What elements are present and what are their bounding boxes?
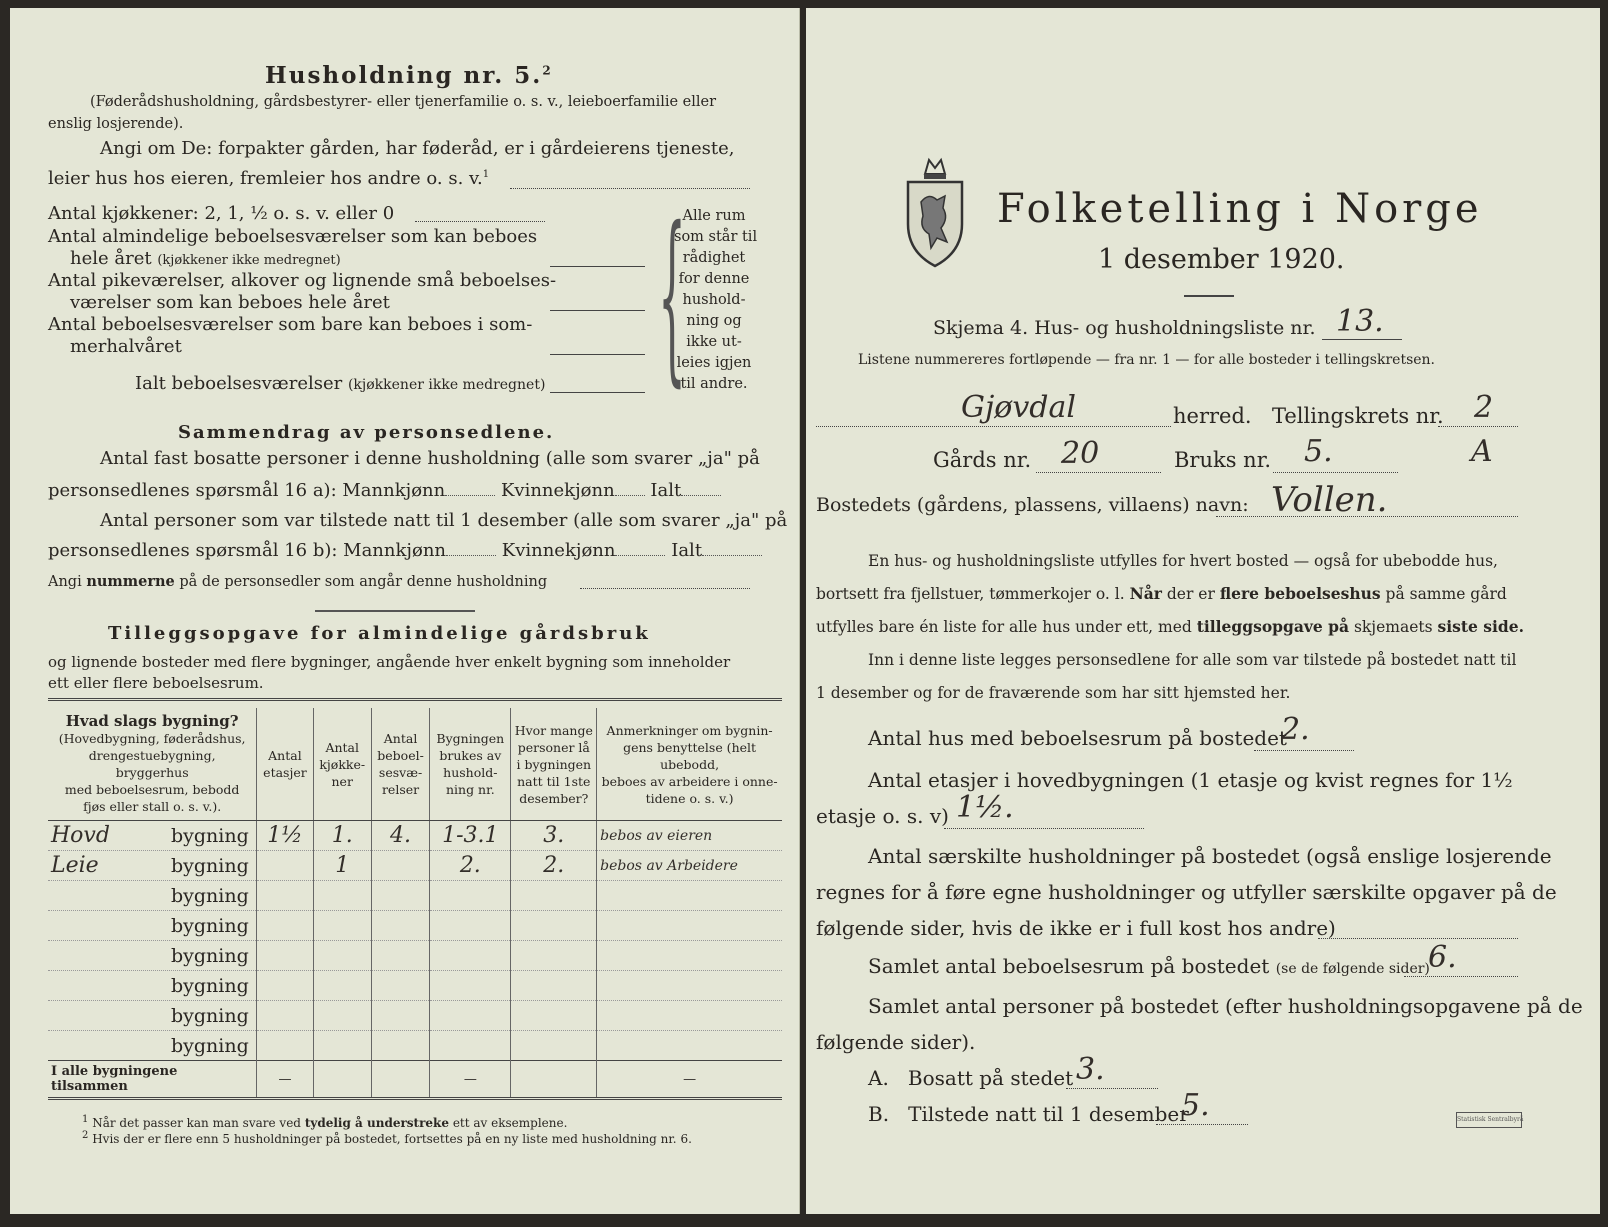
column-header-line: etasjer	[263, 765, 307, 780]
kitchens-line: Antal kjøkkener: 2, 1, ½ o. s. v. eller 0	[48, 203, 395, 224]
cell-anm	[597, 1031, 782, 1061]
brace-note	[674, 206, 758, 395]
bosatt-label: A. Bosatt på stedet	[868, 1066, 1074, 1090]
household-subtitle-2: enslig losjerende).	[48, 116, 184, 132]
angi-line-2: leier hus hos eieren, fremleier hos andre o. s. v.$^1$	[48, 168, 490, 189]
cell-etasjer	[257, 941, 313, 971]
cell-vaerelser	[371, 1001, 429, 1031]
cell-personer	[511, 911, 597, 941]
column-header-line: Antal	[383, 731, 418, 746]
brace-note-line: hushold-	[682, 292, 746, 308]
column-header-line: kjøkke-	[319, 756, 366, 772]
cell-kjokkener	[313, 1031, 371, 1061]
cell-kjokkener	[313, 881, 371, 911]
building-label: bygning	[171, 974, 249, 997]
column-header-line: Hvor mange	[514, 722, 593, 738]
small-rooms-fill	[550, 310, 645, 311]
cell-personer	[511, 1031, 597, 1061]
cell-anm: bebos av Arbeidere	[597, 851, 782, 881]
building-type-cell	[48, 1001, 257, 1031]
column-header-line: Bygningen	[436, 731, 505, 746]
cell-etasjer: 1½	[257, 821, 313, 851]
summer-rooms-fill	[550, 354, 645, 355]
brace-note-line: ikke ut-	[686, 334, 742, 350]
cell-anm: bebos av eieren	[597, 821, 782, 851]
brace-note-line: ning og	[686, 313, 742, 329]
column-header-line: desember?	[519, 790, 589, 806]
supplement-line-2: ett eller flere beboelsesrum.	[48, 674, 264, 692]
building-table-header	[48, 708, 782, 821]
bruks-label: Bruks nr.	[1174, 448, 1272, 472]
instr-line-2: bortsett fra fjellstuer, tømmerkojer o. l. Når der er flere beboelseshus på samme gård	[816, 584, 1507, 603]
cell-kjokkener: 1	[313, 851, 371, 881]
bostedet-name: Vollen.	[1271, 480, 1388, 520]
etasjer-line-2: etasje o. s. v)	[816, 804, 949, 828]
cell-kjokkener	[313, 971, 371, 1001]
cell-hush	[430, 941, 511, 971]
column-header-line: med beboelsesrum, bebodd	[64, 782, 240, 797]
building-type-cell	[48, 971, 257, 1001]
column-header-line: Anmerkninger om bygnin-	[606, 722, 773, 738]
saer-line-1: Antal særskilte husholdninger på bostedet (også enslige losjerende	[868, 844, 1552, 868]
summary-title: Sammendrag av personsedlene.	[178, 422, 555, 443]
etasjer-value: 1½.	[956, 790, 1014, 825]
skjema-fill	[1322, 339, 1402, 340]
bosatt-fill	[1066, 1088, 1158, 1089]
table-row	[48, 1031, 782, 1061]
column-header-line: fjøs eller stall o. s. v.).	[83, 799, 222, 814]
archive-stamp: Statistisk Sentralbyrå	[1456, 1112, 1522, 1128]
cell-anm	[597, 911, 782, 941]
saer-fill	[1318, 938, 1518, 939]
samlet-rum-label: Samlet antal beboelsesrum på bostedet (se de følgende sider)	[868, 954, 1430, 978]
cell-hush	[430, 971, 511, 1001]
herred-fill	[816, 426, 1171, 427]
cell-personer	[511, 971, 597, 1001]
bosatt-value: 3.	[1076, 1052, 1105, 1087]
table-row	[48, 1001, 782, 1031]
summer-rooms-line-2: merhalvåret	[70, 336, 182, 357]
summary-line-4: personsedlenes spørsmål 16 b): Mannkjønn Kvinnekjønn Ialt	[48, 540, 762, 561]
cell-etasjer	[257, 1001, 313, 1031]
building-type-handwritten: Leie	[51, 853, 99, 878]
instr-line-5: 1 desember og for de fraværende som har sitt hjemsted her.	[816, 684, 1291, 702]
cell-hush	[430, 1031, 511, 1061]
margin-mark: A	[1471, 434, 1493, 469]
cell-kjokkener	[313, 941, 371, 971]
cell-etasjer	[257, 881, 313, 911]
column-header-line: sesvæ-	[378, 765, 423, 780]
gards-number: 20	[1061, 436, 1100, 471]
right-page	[806, 8, 1600, 1214]
saer-line-2: regnes for å føre egne husholdninger og utfyller særskilte opgaver på de	[816, 880, 1557, 904]
summary-line-3: Antal personer som var tilstede natt til 1 desember (alle som svarer „ja" på	[100, 510, 788, 531]
building-label: bygning	[171, 1034, 249, 1057]
cell-etasjer	[257, 1031, 313, 1061]
instr-line-1: En hus- og husholdningsliste utfylles for hvert bosted — også for ubebodde hus,	[868, 552, 1498, 570]
column-header	[430, 708, 511, 821]
tellingskrets-fill	[1438, 426, 1518, 427]
building-label: bygning	[171, 884, 249, 907]
building-label: bygning	[171, 944, 249, 967]
building-type-handwritten: Hovd	[51, 823, 110, 848]
etasjer-fill	[944, 828, 1144, 829]
cell-etasjer	[257, 911, 313, 941]
instr-line-4: Inn i denne liste legges personsedlene for alle som var tilstede på bostedet natt til	[868, 651, 1517, 669]
tellingskrets-number: 2	[1474, 390, 1494, 425]
table-row	[48, 971, 782, 1001]
cell-etasjer	[257, 971, 313, 1001]
small-rooms-line-2: værelser som kan beboes hele året	[70, 292, 390, 313]
building-type-cell	[48, 821, 257, 851]
rooms-line-1: Antal almindelige beboelsesværelser som kan beboes	[48, 226, 538, 247]
cell-vaerelser	[371, 1031, 429, 1061]
column-header	[48, 708, 257, 821]
listene-note: Listene nummereres fortløpende — fra nr. 1 — for alle bosteder i tellingskretsen.	[858, 352, 1436, 368]
total-cell	[313, 1061, 371, 1099]
table-row	[48, 881, 782, 911]
supplement-title: Tilleggsopgave for almindelige gårdsbruk	[108, 623, 651, 644]
bostedet-label: Bostedets (gårdens, plassens, villaens) navn:	[816, 494, 1249, 516]
herred-label: herred.	[1173, 404, 1252, 428]
cell-anm	[597, 1001, 782, 1031]
coat-of-arms-icon	[903, 152, 967, 270]
table-row	[48, 911, 782, 941]
column-header-line: Antal	[325, 739, 359, 755]
samlet-rum-fill	[1404, 976, 1518, 977]
cell-anm	[597, 881, 782, 911]
skjema-line: Skjema 4. Hus- og husholdningsliste nr.	[933, 317, 1316, 339]
building-label: bygning	[171, 1004, 249, 1027]
footnote-2: $^2$ Hvis der er flere enn 5 husholdninger på bostedet, fortsettes på en ny liste med husholdning nr. 6.	[82, 1130, 692, 1146]
samlet-pers-line-1: Samlet antal personer på bostedet (efter husholdningsopgavene på de	[868, 994, 1583, 1018]
tilstede-value: 5.	[1181, 1088, 1210, 1123]
summer-rooms-line-1: Antal beboelsesværelser som bare kan beboes i som-	[48, 314, 533, 335]
small-rooms-line-1: Antal pikeværelser, alkover og lignende små beboelses-	[48, 270, 557, 291]
building-type-cell	[48, 941, 257, 971]
column-header-line: Antal	[268, 748, 302, 763]
left-page	[10, 8, 800, 1214]
total-label: I alle bygningene tilsammen	[48, 1061, 257, 1099]
column-header-line: beboes av arbeidere i onne-	[601, 773, 778, 789]
brace: {	[658, 191, 686, 406]
cell-personer: 2.	[511, 851, 597, 881]
total-cell: —	[257, 1061, 313, 1099]
brace-note-line: til andre.	[680, 376, 748, 392]
table-row	[48, 821, 782, 851]
column-header-line: hushold-	[443, 765, 498, 780]
table-top-rule	[48, 698, 782, 701]
column-header	[511, 708, 597, 821]
column-header-line: i bygningen	[516, 756, 592, 772]
summary-line-1: Antal fast bosatte personer i denne husholdning (alle som svarer „ja" på	[100, 448, 760, 469]
column-header-line: brukes av	[439, 748, 502, 763]
building-label: bygning	[171, 825, 249, 847]
divider	[315, 610, 475, 612]
gards-label: Gårds nr.	[933, 448, 1032, 472]
column-header-line: tidene o. s. v.)	[645, 790, 734, 806]
building-label: bygning	[171, 914, 249, 937]
cell-anm	[597, 971, 782, 1001]
etasjer-line-1: Antal etasjer i hovedbygningen (1 etasje og kvist regnes for 1½	[868, 768, 1513, 792]
cell-personer: 3.	[511, 821, 597, 851]
hus-label: Antal hus med beboelsesrum på bostedet	[868, 726, 1287, 750]
angi-numbers: Angi nummerne på de personsedler som angår denne husholdning	[48, 573, 548, 590]
census-title: Folketelling i Norge	[997, 186, 1483, 232]
cell-hush: 2.	[430, 851, 511, 881]
cell-anm	[597, 941, 782, 971]
table-row	[48, 851, 782, 881]
bruks-number: 5.	[1304, 434, 1333, 469]
brace-note-line: leies igjen	[676, 355, 752, 371]
angi-line-1: Angi om De: forpakter gården, har føderåd, er i gårdeierens tjeneste,	[100, 138, 735, 159]
building-type-cell	[48, 851, 257, 881]
total-cell: —	[430, 1061, 511, 1099]
cell-vaerelser	[371, 941, 429, 971]
saer-line-3: følgende sider, hvis de ikke er i full kost hos andre)	[816, 916, 1336, 940]
footnote-1: $^1$ Når det passer kan man svare ved tydelig å understreke ett av eksemplene.	[82, 1114, 568, 1130]
column-header-line: gens benyttelse (helt ubebodd,	[623, 739, 757, 772]
total-cell: —	[597, 1061, 782, 1099]
tilstede-label: B. Tilstede natt til 1 desember	[868, 1102, 1189, 1126]
column-header-line: natt til 1ste	[517, 773, 591, 789]
rooms-line-2: hele året (kjøkkener ikke medregnet)	[70, 248, 341, 269]
angi-fill	[510, 188, 750, 189]
cell-etasjer	[257, 851, 313, 881]
total-cell	[511, 1061, 597, 1099]
total-rooms-line: Ialt beboelsesværelser (kjøkkener ikke medregnet)	[135, 373, 546, 394]
column-header	[257, 708, 313, 821]
cell-personer	[511, 881, 597, 911]
cell-hush	[430, 1001, 511, 1031]
column-header-line: personer lå	[517, 739, 590, 755]
column-header-line: relser	[381, 782, 420, 797]
gards-fill	[1036, 472, 1161, 473]
cell-kjokkener: 1.	[313, 821, 371, 851]
brace-note-line: Alle rum	[682, 208, 746, 224]
hus-fill	[1254, 750, 1354, 751]
column-header	[313, 708, 371, 821]
building-table-body	[48, 821, 782, 1099]
total-row	[48, 1061, 782, 1099]
census-date: 1 desember 1920.	[1098, 244, 1345, 275]
column-header	[597, 708, 782, 821]
summary-line-2: personsedlenes spørsmål 16 a): Mannkjønn Kvinnekjønn Ialt	[48, 480, 721, 501]
angi-numbers-fill	[580, 588, 750, 589]
cell-vaerelser	[371, 851, 429, 881]
supplement-line-1: og lignende bosteder med flere bygninger, angående hver enkelt bygning som inneholder	[48, 653, 731, 671]
building-type-cell	[48, 1031, 257, 1061]
total-cell	[371, 1061, 429, 1099]
cell-vaerelser	[371, 971, 429, 1001]
household-subtitle-1: (Føderådshusholdning, gårdsbestyrer- eller tjenerfamilie o. s. v., leieboerfamilie eller	[90, 94, 717, 110]
list-number: 13.	[1336, 304, 1384, 339]
column-header-line: drengestuebygning, bryggerhus	[88, 748, 216, 780]
cell-personer	[511, 941, 597, 971]
total-rooms-fill	[550, 392, 645, 393]
instr-line-3: utfylles bare én liste for alle hus under ett, med tilleggsopgave på skjemaets siste side.	[816, 617, 1524, 636]
household-title: Husholdning nr. 5.$^2$	[265, 62, 553, 89]
cell-personer	[511, 1001, 597, 1031]
building-label: bygning	[171, 855, 249, 877]
cell-vaerelser: 4.	[371, 821, 429, 851]
brace-note-line: som står til	[674, 229, 758, 245]
building-table	[48, 708, 782, 1100]
building-type-cell	[48, 911, 257, 941]
samlet-rum-value: 6.	[1428, 940, 1457, 975]
column-header-line: Hvad slags bygning?	[65, 712, 239, 730]
tellingskrets-label: Tellingskrets nr.	[1272, 404, 1444, 428]
cell-vaerelser	[371, 911, 429, 941]
cell-hush	[430, 911, 511, 941]
bruks-fill	[1273, 472, 1398, 473]
table-row	[48, 941, 782, 971]
column-header-line: beboel-	[377, 748, 424, 763]
brace-note-line: rådighet	[682, 250, 746, 266]
building-type-cell	[48, 881, 257, 911]
title-rule	[1184, 295, 1234, 297]
cell-vaerelser	[371, 881, 429, 911]
herred-name: Gjøvdal	[961, 390, 1076, 425]
cell-kjokkener	[313, 911, 371, 941]
hus-value: 2.	[1281, 712, 1310, 747]
cell-hush: 1-3.1	[430, 821, 511, 851]
column-header-line: (Hovedbygning, føderådshus,	[58, 731, 246, 746]
cell-hush	[430, 881, 511, 911]
kitchens-fill	[415, 221, 545, 222]
tilstede-fill	[1156, 1124, 1248, 1125]
column-header	[371, 708, 429, 821]
rooms-fill	[550, 266, 645, 267]
brace-note-line: for denne	[678, 271, 750, 287]
column-header-line: ning nr.	[445, 782, 495, 797]
samlet-pers-line-2: følgende sider).	[816, 1030, 976, 1054]
cell-kjokkener	[313, 1001, 371, 1031]
column-header-line: ner	[331, 773, 353, 789]
